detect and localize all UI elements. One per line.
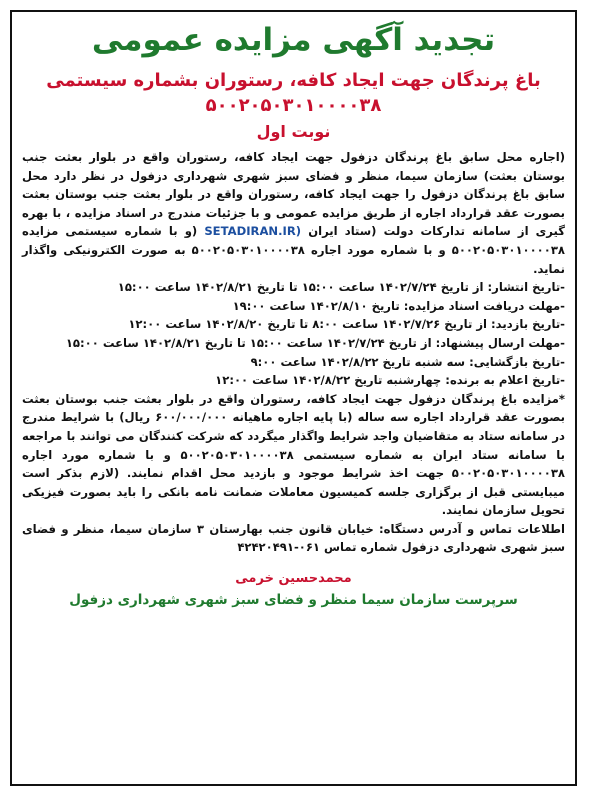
signer-title: سرپرست سازمان سیما منظر و فضای سبز شهری شهرداری دزفول: [69, 592, 518, 609]
setad-link[interactable]: (SETADIRAN.IR: [204, 224, 302, 239]
contact-paragraph: اطلاعات تماس و آدرس دستگاه: خیابان قانون جنب بهارستان ۳ سازمان سیما، منظر و فضای سبز شهری شهرداری دزفول شماره تماس ۰۶۱-۴۲۴۲۰۴۹۱: [22, 521, 565, 555]
schedule-item: -مهلت ارسال پیشنهاد: از تاریخ ۱۴۰۲/۷/۲۴ ساعت ۱۵:۰۰ تا تاریخ ۱۴۰۲/۸/۲۱ ساعت ۱۵:۰۰: [65, 335, 565, 350]
schedule-item: -تاریخ بازگشایی: سه شنبه تاریخ ۱۴۰۲/۸/۲۲ ساعت ۹:۰۰: [250, 354, 565, 369]
notice-subtitle: باغ پرندگان جهت ایجاد کافه، رستوران بشماره سیستمی: [46, 70, 541, 91]
intro-text-1: (اجاره محل سابق باغ پرندگان دزفول جهت ایجاد کافه، رستوران واقع در بلوار بعثت جنب بوستان بعثت) سازمان سیما، منظر و فضای سبز شهری شهرداری دزفول در نظر دارد محل سابق باغ پرندگان دزفول را جهت ایجاد کافه، رستوران واقع در بلوار بعثت جنب بوستان بعثت بصورت عقد قرارداد اجاره از طریق مزایده عمومی و با جزئیات مندرج در اسناد مزایده ، با بهره گیری از سامانه تدارکات دولت (ستاد ایران: [22, 150, 565, 239]
note-paragraph: *مزایده باغ پرندگان دزفول جهت ایجاد کافه، رستوران واقع در بلوار بعثت جنب بوستان بعثت بصورت عقد قرارداد اجاره سه ساله (با پایه اجاره ماهیانه ۶۰۰/۰۰۰/۰۰۰ ریال) با شرایط مندرج در سامانه ستاد به متقاضیان واجد شرایط واگذار میگردد که شرکت کنندگان می توانند با مراجعه با سامانه ستاد ایران به شماره سیستمی ۵۰۰۲۰۵۰۳۰۱۰۰۰۰۳۸ و با شماره مورد اجاره ۵۰۰۲۰۵۰۳۰۱۰۰۰۰۳۸ جهت اخذ شرایط موجود و بازدید محل اقدام نمایند. (لازم بذکر است میبایستی قبل از برگزاری جلسه کمیسیون معاملات ضمانت نامه بانکی را باید بصورت فیزیکی تحویل سازمان نمایند.: [22, 391, 565, 518]
schedule-list: [22, 278, 565, 390]
system-number: ۵۰۰۲۰۵۰۳۰۱۰۰۰۰۳۸: [205, 95, 382, 116]
notice-body: [22, 148, 565, 557]
intro-paragraph: [22, 148, 565, 278]
notice-frame: [10, 10, 577, 786]
schedule-item: -تاریخ بازدید: از تاریخ ۱۴۰۲/۷/۲۶ ساعت ۸:۰۰ تا تاریخ ۱۴۰۲/۸/۲۰ ساعت ۱۲:۰۰: [128, 317, 565, 332]
schedule-item: -تاریخ انتشار: از تاریخ ۱۴۰۲/۷/۲۴ ساعت ۱۵:۰۰ تا تاریخ ۱۴۰۲/۸/۲۱ ساعت ۱۵:۰۰: [117, 280, 565, 295]
notice-title: تجدید آگهی مزایده عمومی: [91, 22, 496, 58]
signer-name: محمدحسین خرمی: [235, 571, 352, 587]
schedule-item: -تاریخ اعلام به برنده: چهارشنبه تاریخ ۱۴۰۲/۸/۲۲ ساعت ۱۲:۰۰: [215, 373, 565, 388]
round-label: نوبت اول: [256, 122, 331, 141]
schedule-item: -مهلت دریافت اسناد مزایده: تاریخ ۱۴۰۲/۸/۱۰ ساعت ۱۹:۰۰: [232, 298, 565, 313]
intro-text-2: (و با شماره سیستمی مزایده ۵۰۰۲۰۵۰۳۰۱۰۰۰۰۳۸ و با شماره مورد اجاره ۵۰۰۲۰۵۰۳۰۱۰۰۰۰۳۸ به صورت الکترونیکی واگذار نماید.: [22, 224, 565, 276]
